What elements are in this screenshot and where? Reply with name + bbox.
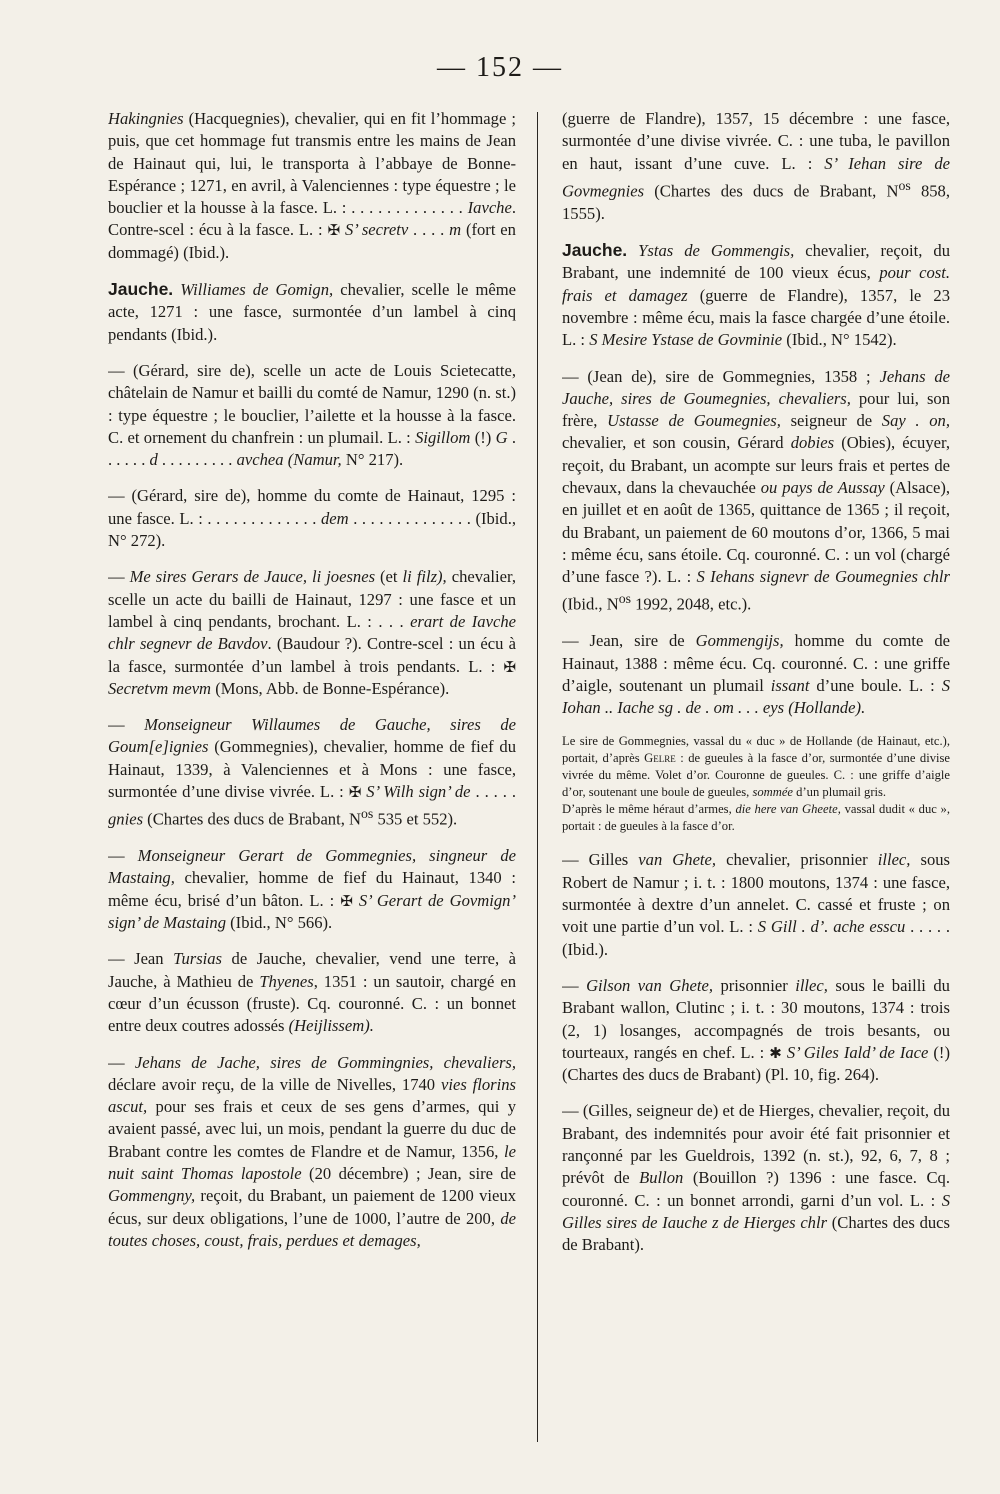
entry-paragraph: — (Gérard, sire de), homme du comte de Hainaut, 1295 : une fasce. L. : . . . . . . . . . . . . . dem . . . . . . . . . . . . . . (Ibid., N° 272). bbox=[108, 486, 516, 551]
page-number: — 152 — bbox=[437, 52, 563, 83]
entry-paragraph: (guerre de Flandre), 1357, 15 décembre : une fasce, surmontée d’une divise vivrée. C. : une tuba, le pavillon en haut, issant d’une cuve. L. : S’ Iehan sire de Govmegnies (Chartes des ducs de Brabant, $N^{os}$ 858, 1555). bbox=[562, 109, 950, 223]
entry-paragraph: — (Gilles, seigneur de) et de Hierges, chevalier, reçoit, du Brabant, des indemnités pour avoir été fait prisonnier et rançonné par les Gueldrois, 1392 (n. st.), 92, 6, 7, 8 ; prévôt de Bullon (Bouillon ?) 1396 : une fasce. Cq. couronné. C. : un bonnet arrondi, garni d’un vol. L. : S Gilles sires de Iauche z de Hierges chlr (Chartes des ducs de Brabant). bbox=[562, 1101, 950, 1255]
entry-paragraph: — (Jean de), sire de Gommegnies, 1358 ; Jehans de Jauche, sires de Goumegnies, chevaliers, pour lui, son frère, Ustasse de Goumegnies, seigneur de Say . on, chevalier, et son cousin, Gérard dobies (Obies), écuyer, reçoit, du Brabant, un acompte sur leurs frais et pertes de chevaux, dans la chevauchée ou pays de Aussay (Alsace), en juillet et en août de 1365, quittance de 1365 ; il reçoit, du Brabant, un paiement de 60 moutons d’or, 1366, 5 mai : même écu, sans étoile. Cq. couronné. C. : un vol (chargé d’une fasce ?). L. : S Iehans signevr de Goumegnies chlr (Ibid., $N^{os}$ 1992, 2048, etc.). bbox=[562, 366, 950, 614]
column-divider bbox=[537, 112, 538, 1442]
footnote-paragraph: Le sire de Gommegnies, vassal du « duc » de Hollande (de Hainaut, etc.), portait, d’après Gelre : de gueules à la fasce d’or, surmontée d’une divise vivrée du même. Volet d’or. Couronne de gueules. C. : une griffe d’aigle d’or, soutenant une boule de gueules, sommée d’un plumail gris. bbox=[562, 734, 950, 800]
entry-paragraph: — Monseigneur Willaumes de Gauche, sires de Goum[e]ignies (Gommegnies), chevalier, homme de fief du Hainaut, 1339, à Valenciennes et à Mons : une fasce, surmontée d’une divise vivrée. L. : ✠ S’ Wilh sign’ de . . . . . gnies (Chartes des ducs de Brabant, $N^{os}$ 535 et 552). bbox=[108, 715, 516, 829]
entry-paragraph: Jauche. Williames de Gomign, chevalier, scelle le même acte, 1271 : une fasce, surmontée d’un lambel à cinq pendants (Ibid.). bbox=[108, 279, 516, 344]
entry-paragraph: — Jean Tursias de Jauche, chevalier, vend une terre, à Jauche, à Mathieu de Thyenes, 1351 : un sautoir, chargé en cœur d’un écusson (fruste). Cq. couronné. C. : un bonnet entre deux coutres adossés (Heijlissem). bbox=[108, 949, 516, 1036]
footnote-paragraph: D’après le même héraut d’armes, die here van Gheete, vassal dudit « duc », portait : de gueules à la fasce d’or. bbox=[562, 802, 950, 834]
entry-paragraph: Jauche. Ystas de Gommengis, chevalier, reçoit, du Brabant, une indemnité de 100 vieux écus, pour cost. frais et damagez (guerre de Flandre), 1357, le 23 novembre : même écu, mais la fasce chargée d’une étoile. L. : S Mesire Ystase de Govminie (Ibid., N° 1542). bbox=[562, 240, 950, 350]
entry-paragraph: — (Gérard, sire de), scelle un acte de Louis Scietecatte, châtelain de Namur et bailli du comté de Namur, 1290 (n. st.) : type équestre ; le bouclier, l’ailette et la housse à la fasce. C. et ornement du chanfrein : un plumail. L. : Sigillom (!) G . . . . . . d . . . . . . . . . avchea (Namur, N° 217). bbox=[108, 360, 516, 470]
entry-paragraph: — Gilles van Ghete, chevalier, prisonnier illec, sous Robert de Namur ; i. t. : 1800 moutons, 1374 : une fasce, surmontée à dextre d’un annelet. C. cassé et fruste ; on voit une partie d’un vol. L. : S Gill . d’. ache esscu . . . . . (Ibid.). bbox=[562, 850, 950, 959]
entry-paragraph: — Gilson van Ghete, prisonnier illec, sous le bailli du Brabant wallon, Clutinc ; i. t. : 30 moutons, 1374 : trois (2, 1) losanges, accompagnés de trois besants, ou tourteaux, rangés en chef. L. : ✱ S’ Giles Iald’ de Iace (!) (Chartes des ducs de Brabant) (Pl. 10, fig. 264). bbox=[562, 975, 950, 1085]
entry-paragraph: — Me sires Gerars de Jauce, li joesnes (et li filz), chevalier, scelle un acte du bailli de Hainaut, 1297 : une fasce et un lambel à cinq pendants, brochant. L. : . . . erart de Iavche chlr segnevr de Bavdov. (Baudour ?). Contre-scel : un écu à la fasce, surmontée d’un lambel à trois pendants. L. : ✠ Secretvm mevm (Mons, Abb. de Bonne-Espérance). bbox=[108, 567, 516, 698]
entry-paragraph: — Jean, sire de Gommengijs, homme du comte de Hainaut, 1388 : même écu. Cq. couronné. C. : une griffe d’aigle, soutenant un plumail issant d’une boule. L. : S Iohan .. Iache sg . de . om . . . eys (Hollande). bbox=[562, 631, 950, 718]
entry-paragraph: — Monseigneur Gerart de Gommegnies, singneur de Mastaing, chevalier, homme de fief du Hainaut, 1340 : même écu, brisé d’un bâton. L. : ✠ S’ Gerart de Govmign’ sign’ de Mastaing (Ibid., N° 566). bbox=[108, 846, 516, 933]
left-column bbox=[108, 108, 516, 1444]
footnote-block bbox=[562, 733, 950, 835]
entry-paragraph: Hakingnies (Hacquegnies), chevalier, qui en fit l’hommage ; puis, que cet hommage fut transmis entre les mains de Jean de Hainaut qui, lui, le transporta à l’abbaye de Bonne-Espérance ; 1271, en avril, à Valenciennes : type équestre ; le bouclier et la housse à la fasce. L. : . . . . . . . . . . . . . Iavche. Contre-scel : écu à la fasce. L. : ✠ S’ secretv . . . . m (fort en dommagé) (Ibid.). bbox=[108, 109, 516, 262]
entry-paragraph: — Jehans de Jache, sires de Gommingnies, chevaliers, déclare avoir reçu, de la ville de Nivelles, 1740 vies florins ascut, pour ses frais et ceux de ses gens d’armes, qui y avaient passé, avec lui, un mois, pendant la guerre du duc de Brabant contre les comtes de Flandre et de Namur, 1356, le nuit saint Thomas lapostole (20 décembre) ; Jean, sire de Gommengny, reçoit, du Brabant, un paiement de 1200 vieux écus, sur deux obligations, l’une de 1000, l’autre de 200, de toutes choses, coust, frais, perdues et demages, bbox=[108, 1052, 516, 1250]
right-column bbox=[562, 108, 950, 1444]
